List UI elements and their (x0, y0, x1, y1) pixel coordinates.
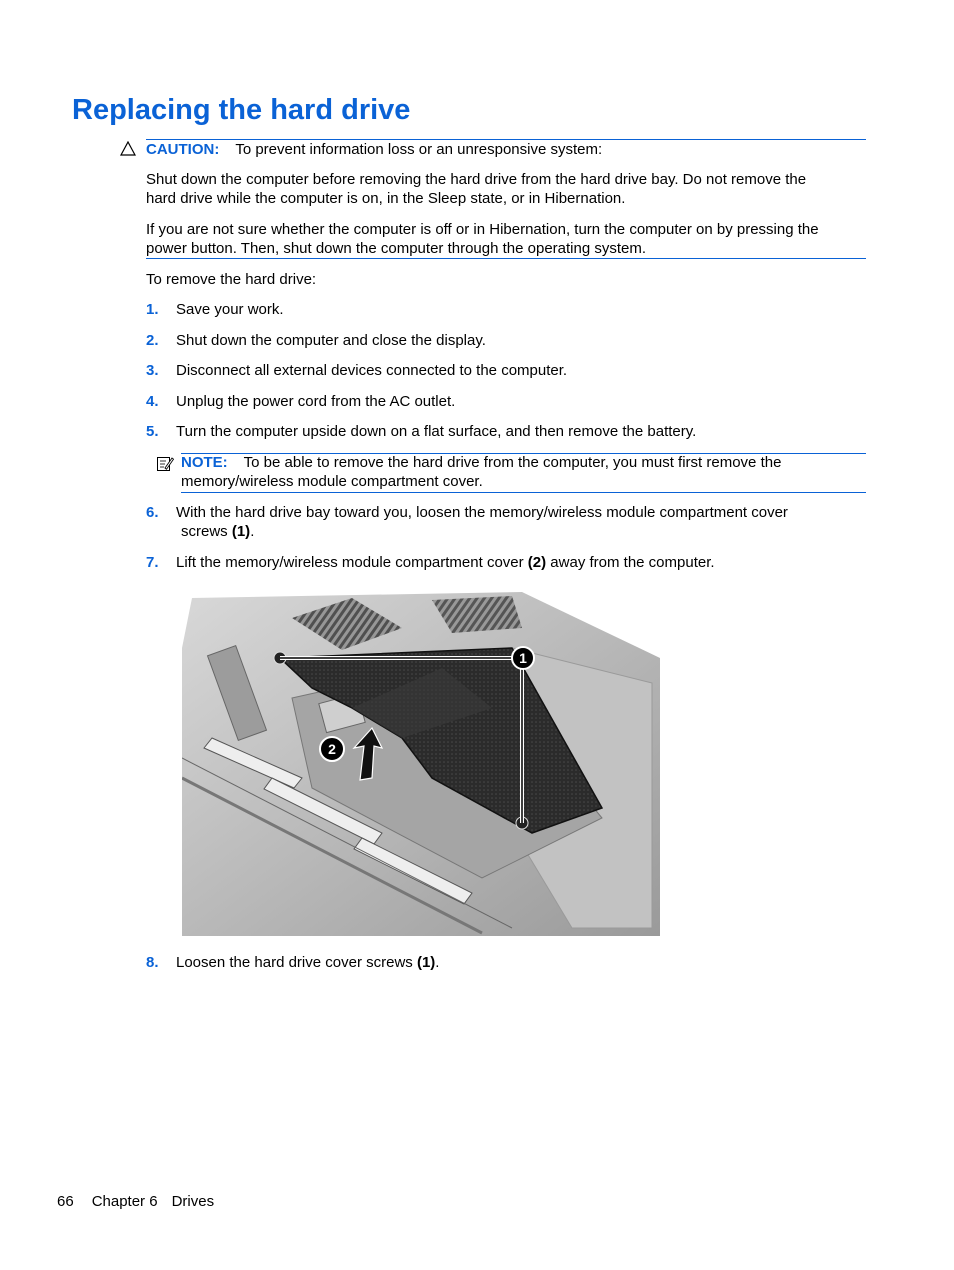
step-number: 3. (146, 362, 159, 379)
caution-label: CAUTION: (146, 141, 220, 158)
list-item (146, 422, 696, 441)
figure-memory-cover-removal (182, 588, 660, 936)
note-text (181, 453, 781, 491)
caution-intro: To prevent information loss or an unresponsive system: (235, 141, 603, 158)
note-pencil-icon (156, 455, 174, 473)
list-item (146, 392, 455, 411)
caution-paragraph-1 (146, 170, 806, 208)
step-text: screws (181, 523, 232, 540)
step-text: Loosen the hard drive cover screws (176, 954, 417, 971)
footer-section: Drives (171, 1193, 215, 1210)
caution-p1-line2: hard drive while the computer is on, in the Sleep state, or in Hibernation. (146, 190, 626, 207)
caution-triangle-icon (120, 141, 136, 156)
caution-p1-line1: Shut down the computer before removing the hard drive from the hard drive bay. Do not remove the (146, 171, 807, 188)
page-footer (57, 1193, 214, 1210)
step-number: 2. (146, 332, 159, 349)
callout-ref: (2) (527, 554, 547, 571)
footer-chapter: Chapter 6 (91, 1193, 158, 1210)
note-line2: memory/wireless module compartment cover. (181, 473, 483, 490)
step-number: 5. (146, 423, 159, 440)
callout-ref: (1) (416, 954, 436, 971)
step-text: away from the computer. (546, 554, 715, 571)
list-item (146, 503, 788, 541)
caution-bottom-rule (146, 258, 866, 259)
caution-paragraph-2 (146, 220, 819, 258)
list-item (146, 331, 486, 350)
list-item (146, 953, 439, 972)
step-number: 6. (146, 504, 159, 521)
list-item (146, 553, 715, 572)
step-text: Save your work. (176, 301, 284, 318)
caution-intro-line (146, 140, 602, 159)
step-text: Turn the computer upside down on a flat surface, and then remove the battery. (176, 423, 697, 440)
page-number: 66 (57, 1193, 74, 1210)
step-number: 1. (146, 301, 159, 318)
procedure-intro: To remove the hard drive: (146, 271, 317, 288)
svg-text:1: 1 (519, 650, 527, 666)
svg-text:2: 2 (328, 741, 336, 757)
note-line1: To be able to remove the hard drive from the computer, you must first remove the (243, 454, 782, 471)
step-text: With the hard drive bay toward you, loosen the memory/wireless module compartment cover (176, 504, 788, 521)
step-text: Shut down the computer and close the display. (176, 332, 486, 349)
list-item (146, 361, 567, 380)
step-text: Disconnect all external devices connected to the computer. (176, 362, 568, 379)
step-text: Lift the memory/wireless module compartment cover (176, 554, 528, 571)
note-label: NOTE: (181, 454, 228, 471)
page-title: Replacing the hard drive (72, 94, 411, 126)
note-bottom-rule (181, 492, 866, 493)
callout-ref: (1) (231, 523, 251, 540)
step-text: Unplug the power cord from the AC outlet. (176, 393, 456, 410)
step-number: 8. (146, 954, 159, 971)
caution-p2-line2: power button. Then, shut down the computer through the operating system. (146, 240, 647, 257)
step-text: . (435, 954, 440, 971)
list-item (146, 300, 284, 319)
step-text: . (250, 523, 255, 540)
callout-2 (320, 737, 344, 761)
laptop-bottom-illustration (182, 588, 660, 936)
step-number: 7. (146, 554, 159, 571)
step-number: 4. (146, 393, 159, 410)
callout-1 (512, 647, 534, 669)
caution-p2-line1: If you are not sure whether the computer is off or in Hibernation, turn the computer on by pressing the (146, 221, 819, 238)
